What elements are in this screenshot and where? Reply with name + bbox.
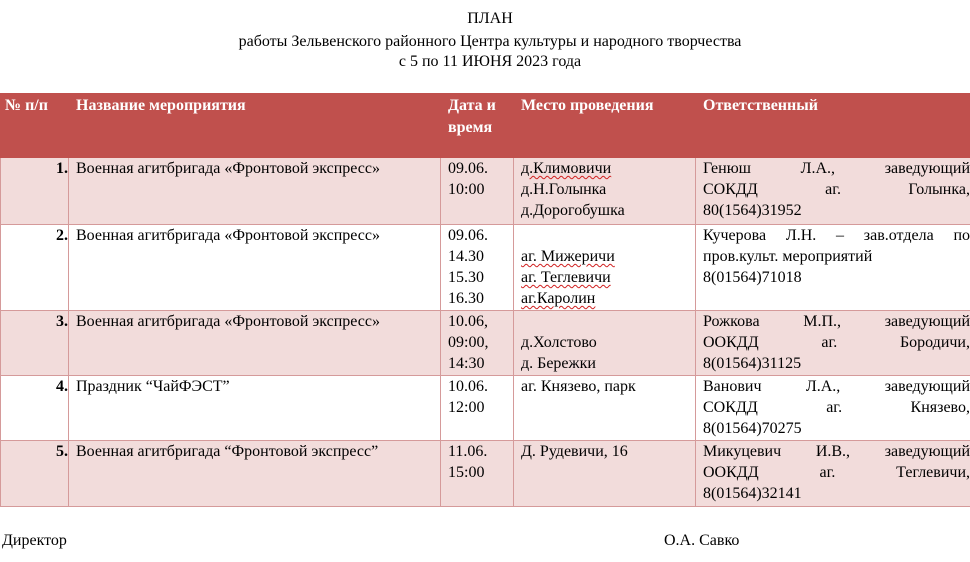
- event-place: [514, 376, 696, 441]
- event-responsible: [696, 158, 970, 225]
- responsible-line: ООКДД аг. Теглевичи,: [703, 464, 970, 481]
- row-number: 1.: [1, 158, 69, 225]
- event-date: [441, 376, 514, 441]
- responsible-line: 8(01564)70275: [703, 420, 802, 437]
- event-name: Военная агитбригада «Фронтовой экспресс»: [69, 158, 441, 225]
- document-period: с 5 по 11 ИЮНЯ 2023 года: [398, 53, 582, 70]
- table-row: [1, 225, 970, 311]
- event-responsible: [696, 376, 970, 441]
- place-line: аг. Князево, парк: [521, 378, 636, 395]
- row-number: 3.: [1, 311, 69, 376]
- column-header-date: Дата и время: [441, 94, 514, 158]
- place-line: д.Дорогобушка: [521, 202, 625, 219]
- event-place: [514, 225, 696, 311]
- place-line: д.Холстово: [521, 334, 597, 351]
- place-line: аг. Мижеричи: [521, 248, 615, 265]
- date-line: 10.06,: [448, 313, 488, 330]
- column-header-responsible: Ответственный: [696, 94, 970, 158]
- column-header-num: № п/п: [1, 94, 69, 158]
- row-number: 4.: [1, 376, 69, 441]
- event-date: [441, 225, 514, 311]
- signature-position: Директор: [2, 532, 67, 549]
- responsible-line: СОКДД аг. Князево,: [703, 399, 970, 416]
- responsible-line: Микуцевич И.В., заведующий: [703, 443, 970, 460]
- time-line: 15:00: [448, 464, 485, 481]
- time-line: 14:30: [448, 355, 485, 372]
- event-responsible: [696, 311, 970, 376]
- responsible-line: Рожкова М.П., заведующий: [703, 313, 970, 330]
- time-line: 12:00: [448, 399, 485, 416]
- table-row: [1, 158, 970, 225]
- event-place: [514, 441, 696, 507]
- responsible-line: ООКДД аг. Бородичи,: [703, 334, 970, 351]
- column-header-name: Название мероприятия: [69, 94, 441, 158]
- event-date: [441, 311, 514, 376]
- date-line: 09.06.: [448, 160, 488, 177]
- responsible-line: 8(01564)31125: [703, 355, 802, 372]
- place-line: д.Н.Голынка: [521, 181, 607, 198]
- responsible-line: Кучерова Л.Н. – зав.отдела по: [703, 227, 970, 244]
- event-name: Военная агитбригада «Фронтовой экспресс»: [69, 311, 441, 376]
- date-line: 11.06.: [448, 443, 488, 460]
- responsible-line: 8(01564)71018: [703, 269, 802, 286]
- responsible-line: пров.культ. мероприятий: [703, 248, 873, 265]
- event-name: Военная агитбригада “Фронтовой экспресс”: [69, 441, 441, 507]
- table-row: [1, 311, 970, 376]
- place-line: аг. Теглевичи: [521, 269, 611, 286]
- time-line: 16.30: [448, 290, 484, 307]
- responsible-line: Ванович Л.А., заведующий: [703, 378, 970, 395]
- document-title: ПЛАН: [467, 10, 513, 27]
- responsible-line: 80(1564)31952: [703, 202, 802, 219]
- responsible-line: 8(01564)32141: [703, 485, 802, 502]
- event-date: [441, 441, 514, 507]
- time-line: 09:00,: [448, 334, 489, 351]
- place-line: д.Климовичи: [521, 160, 612, 177]
- event-name: Праздник “ЧайФЭСТ”: [69, 376, 441, 441]
- date-line: 10.06.: [448, 378, 488, 395]
- column-header-place: Место проведения: [514, 94, 696, 158]
- date-line: 09.06.: [448, 227, 488, 244]
- row-number: 5.: [1, 441, 69, 507]
- table-row: [1, 441, 970, 507]
- events-table: [0, 93, 970, 507]
- place-line: д. Бережки: [521, 355, 596, 372]
- event-responsible: [696, 441, 970, 507]
- place-line: аг.Каролин: [521, 290, 596, 307]
- event-place: [514, 158, 696, 225]
- table-row: [1, 376, 970, 441]
- event-date: [441, 158, 514, 225]
- document-subtitle: работы Зельвенского районного Центра культуры и народного творчества: [238, 33, 742, 50]
- event-place: [514, 311, 696, 376]
- table-header-row: [1, 94, 970, 158]
- time-line: 10:00: [448, 181, 485, 198]
- responsible-line: Генюш Л.А., заведующий: [703, 160, 970, 177]
- place-line: Д. Рудевичи, 16: [521, 443, 628, 460]
- row-number: 2.: [1, 225, 69, 311]
- event-responsible: [696, 225, 970, 311]
- responsible-line: СОКДД аг. Голынка,: [703, 181, 970, 198]
- time-line: 15.30: [448, 269, 484, 286]
- signature-name: О.А. Савко: [664, 532, 740, 549]
- event-name: Военная агитбригада «Фронтовой экспресс»: [69, 225, 441, 311]
- time-line: 14.30: [448, 248, 484, 265]
